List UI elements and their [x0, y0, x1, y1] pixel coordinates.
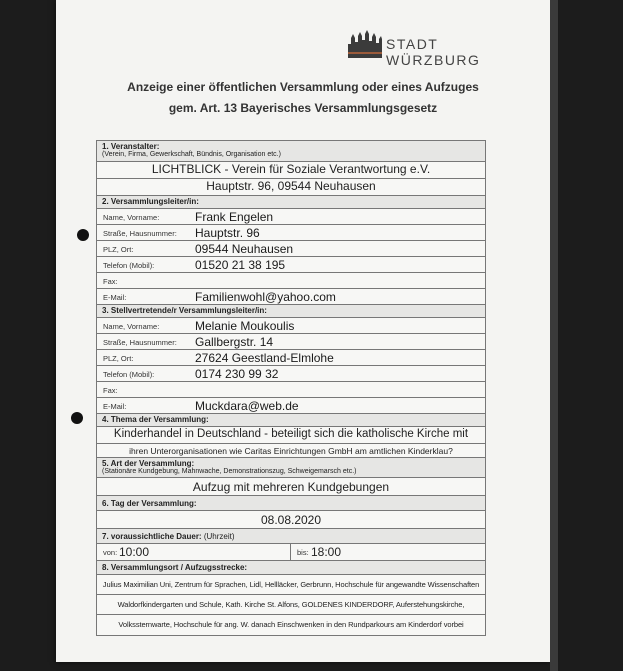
- field-label: PLZ, Ort:: [103, 245, 134, 254]
- section-5-header: [97, 458, 485, 478]
- section-4-header: [97, 414, 485, 427]
- field-value: 01520 21 38 195: [195, 258, 286, 272]
- leader-row-fax: [97, 273, 485, 289]
- section-6-title: 6. Tag der Versammlung:: [102, 499, 197, 508]
- document-page: [56, 0, 550, 662]
- leader-row-email: [97, 289, 485, 305]
- section-2-title: 2. Versammlungsleiter/in:: [102, 197, 199, 206]
- deputy-row-name: [97, 318, 485, 334]
- section-7-subtitle: (Uhrzeit): [203, 532, 235, 541]
- registration-form: [96, 140, 486, 636]
- from-label: von:: [103, 548, 118, 557]
- field-value: Hauptstr. 96: [195, 226, 260, 240]
- to-label: bis:: [297, 548, 309, 557]
- section-7-title: 7. voraussichtliche Dauer:: [102, 532, 202, 541]
- leader-row-phone: [97, 257, 485, 273]
- field-value: 0174 230 99 32: [195, 367, 279, 381]
- section-2-header: [97, 196, 485, 209]
- field-label: Name, Vorname:: [103, 322, 160, 331]
- field-label: Straße, Hausnummer:: [103, 338, 177, 347]
- form-subtitle: gem. Art. 13 Bayerisches Versammlungsgesetz: [168, 101, 438, 115]
- topic-line-2: ihren Unterorganisationen wie Caritas Einrichtungen GmbH am amtlichen Kinderklau?: [97, 444, 485, 458]
- organizer-address: Hauptstr. 96, 09544 Neuhausen: [97, 179, 485, 196]
- from-time: 10:00: [119, 545, 150, 559]
- section-5-title: 5. Art der Versammlung:: [102, 459, 195, 468]
- leader-row-name: [97, 209, 485, 225]
- field-value: Frank Engelen: [195, 210, 274, 224]
- logo-line-stadt: STADT: [386, 36, 439, 52]
- topic-line-1: Kinderhandel in Deutschland - beteiligt sich die katholische Kirche mit: [97, 427, 485, 444]
- route-line-3: Volkssternwarte, Hochschule für ang. W. danach Einschwenken in den Rundparkours am Kinderdorf vorbei: [97, 615, 485, 635]
- field-value: 27624 Geestland-Elmlohe: [195, 351, 334, 365]
- route-line-2: Waldorfkindergarten und Schule, Kath. Kirche St. Alfons, GOLDENES KINDERDORF, Auferstehungskirche,: [97, 595, 485, 615]
- section-5-subtitle: (Stationäre Kundgebung, Mahnwache, Demonstrationszug, Schweigemarsch etc.): [102, 468, 357, 475]
- section-1-title: 1. Veranstalter:: [102, 142, 160, 151]
- section-3-header: [97, 305, 485, 318]
- assembly-type: Aufzug mit mehreren Kundgebungen: [97, 478, 485, 496]
- deputy-row-city: [97, 350, 485, 366]
- assembly-date: 08.08.2020: [97, 511, 485, 529]
- section-8-header: [97, 561, 485, 575]
- field-value: Familienwohl@yahoo.com: [195, 290, 336, 304]
- field-value: Melanie Moukoulis: [195, 319, 295, 333]
- city-skyline-icon: [348, 30, 382, 58]
- deputy-row-email: [97, 398, 485, 414]
- background-edge: [550, 0, 558, 671]
- field-label: E-Mail:: [103, 402, 127, 411]
- punch-hole-top: [77, 229, 89, 241]
- field-label: E-Mail:: [103, 293, 127, 302]
- logo-line-wuerzburg: WÜRZBURG: [386, 52, 481, 68]
- field-value: Gallbergstr. 14: [195, 335, 274, 349]
- section-8-title: 8. Versammlungsort / Aufzugsstrecke:: [102, 563, 248, 572]
- punch-hole-bottom: [71, 412, 83, 424]
- leader-row-street: [97, 225, 485, 241]
- deputy-row-phone: [97, 366, 485, 382]
- field-label: PLZ, Ort:: [103, 354, 134, 363]
- duration-row: [97, 544, 485, 561]
- deputy-row-fax: [97, 382, 485, 398]
- section-1-header: [97, 141, 485, 162]
- field-label: Telefon (Mobil):: [103, 370, 155, 379]
- field-value: Muckdara@web.de: [195, 399, 299, 413]
- duration-to-cell: [291, 544, 485, 560]
- field-label: Fax:: [103, 386, 118, 395]
- form-title: Anzeige einer öffentlichen Versammlung oder eines Aufzuges: [127, 80, 479, 94]
- section-7-header: [97, 529, 485, 544]
- section-3-title: 3. Stellvertretende/r Versammlungsleiter/in:: [102, 306, 267, 315]
- leader-row-city: [97, 241, 485, 257]
- field-label: Straße, Hausnummer:: [103, 229, 177, 238]
- field-label: Fax:: [103, 277, 118, 286]
- section-6-header: [97, 496, 485, 511]
- section-1-subtitle: (Verein, Firma, Gewerkschaft, Bündnis, Organisation etc.): [102, 151, 281, 158]
- field-label: Name, Vorname:: [103, 213, 160, 222]
- organizer-name: LICHTBLICK - Verein für Soziale Verantwortung e.V.: [97, 162, 485, 179]
- deputy-row-street: [97, 334, 485, 350]
- stadt-wuerzburg-logo: [348, 30, 488, 72]
- to-time: 18:00: [311, 545, 342, 559]
- field-value: 09544 Neuhausen: [195, 242, 294, 256]
- route-line-1: Julius Maximilian Uni, Zentrum für Sprachen, Lidl, Hellläcker, Gerbrunn, Hochschule für angewandte Wissenschaften: [97, 575, 485, 595]
- duration-from-cell: [97, 544, 291, 560]
- section-4-title: 4. Thema der Versammlung:: [102, 415, 209, 424]
- field-label: Telefon (Mobil):: [103, 261, 155, 270]
